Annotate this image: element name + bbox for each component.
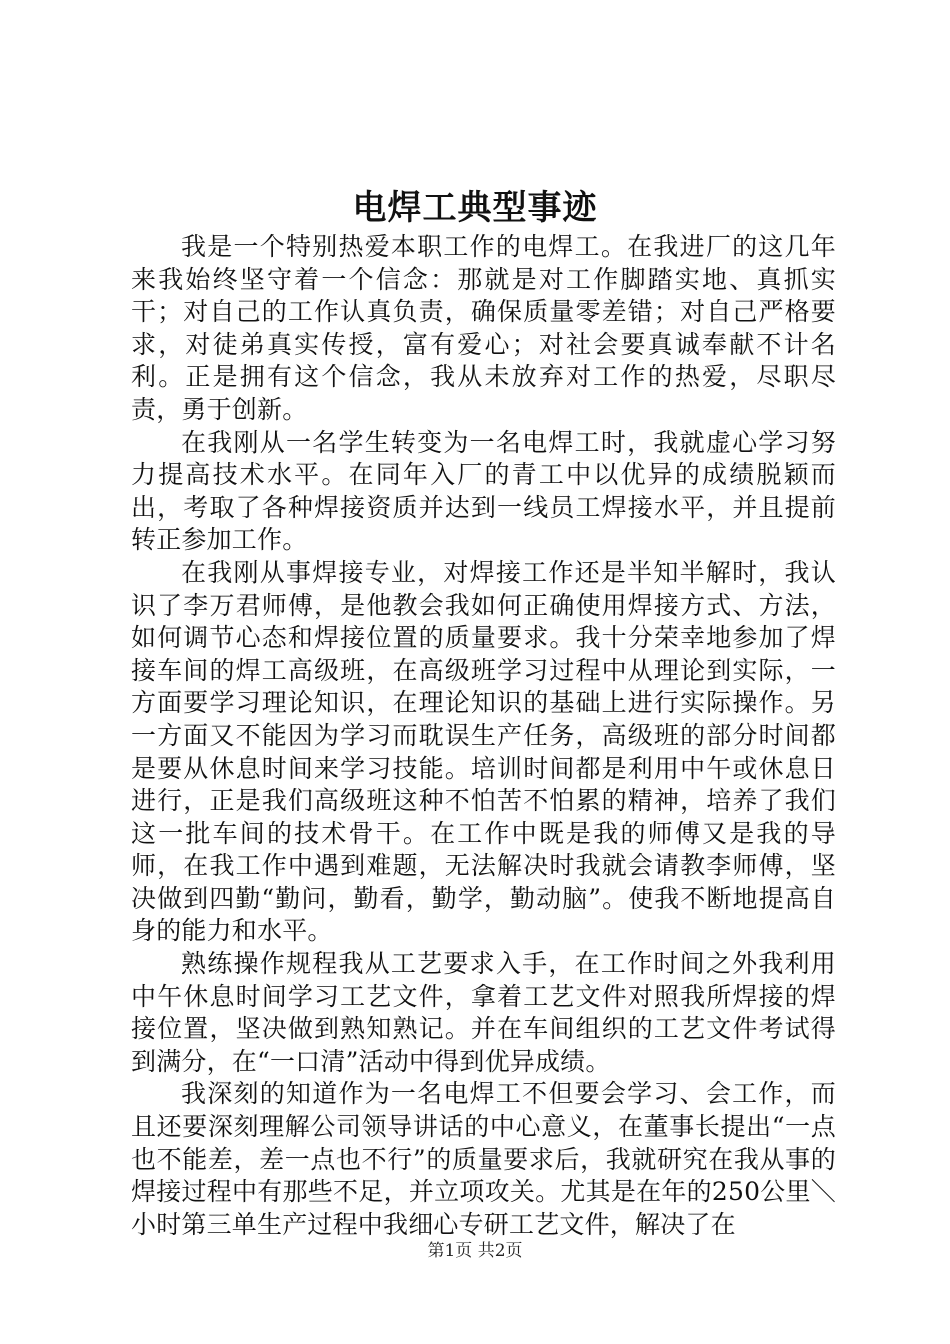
page-number-footer: 第1页 共2页 [427, 1241, 523, 1261]
paragraph-4: 熟练操作规程我从工艺要求入手，在工作时间之外我利用中午休息时间学习工艺文件，拿着工艺文件对照我所焊接的焊接位置，坚决做到熟知熟记。并在车间组织的工艺文件考试得到满分，在“一口清”活动中得到优异成绩。 [131, 949, 836, 1076]
paragraph-1: 我是一个特别热爱本职工作的电焊工。在我进厂的这几年来我始终坚守着一个信念：那就是对工作脚踏实地、真抓实干；对自己的工作认真负责，确保质量零差错；对自己严格要求，对徒弟真实传授，富有爱心；对社会要真诚奉献不计名利。正是拥有这个信念，我从未放弃对工作的热爱，尽职尽责，勇于创新。 [131, 232, 836, 424]
paragraph-3: 在我刚从事焊接专业，对焊接工作还是半知半解时，我认识了李万君师傅，是他教会我如何正确使用焊接方式、方法，如何调节心态和焊接位置的质量要求。我十分荣幸地参加了焊接车间的焊工高级班，在高级班学习过程中从理论到实际，一方面要学习理论知识，在理论知识的基础上进行实际操作。另一方面又不能因为学习而耽误生产任务，高级班的部分时间都是要从休息时间来学习技能。培训时间都是利用中午或休息日进行，正是我们高级班这种不怕苦不怕累的精神，培养了我们这一批车间的技术骨干。在工作中既是我的师傅又是我的导师，在我工作中遇到难题，无法解决时我就会请教李师傅，坚决做到四勤“勤问，勤看，勤学，勤动脑”。使我不断地提高自身的能力和水平。 [131, 557, 836, 946]
paragraph-5: 我深刻的知道作为一名电焊工不但要会学习、会工作，而且还要深刻理解公司领导讲话的中心意义，在董事长提出“一点也不能差，差一点也不行”的质量要求后，我就研究在我从事的焊接过程中有那些不足，并立项攻关。尤其是在年的250公里＼小时第三单生产过程中我细心专研工艺文件，解决了在 [131, 1079, 836, 1239]
paragraph-2: 在我刚从一名学生转变为一名电焊工时，我就虚心学习努力提高技术水平。在同年入厂的青工中以优异的成绩脱颖而出，考取了各种焊接资质并达到一线员工焊接水平，并且提前转正参加工作。 [131, 427, 836, 555]
document-body [131, 231, 836, 1241]
document-title: 电焊工典型事迹 [352, 188, 598, 228]
